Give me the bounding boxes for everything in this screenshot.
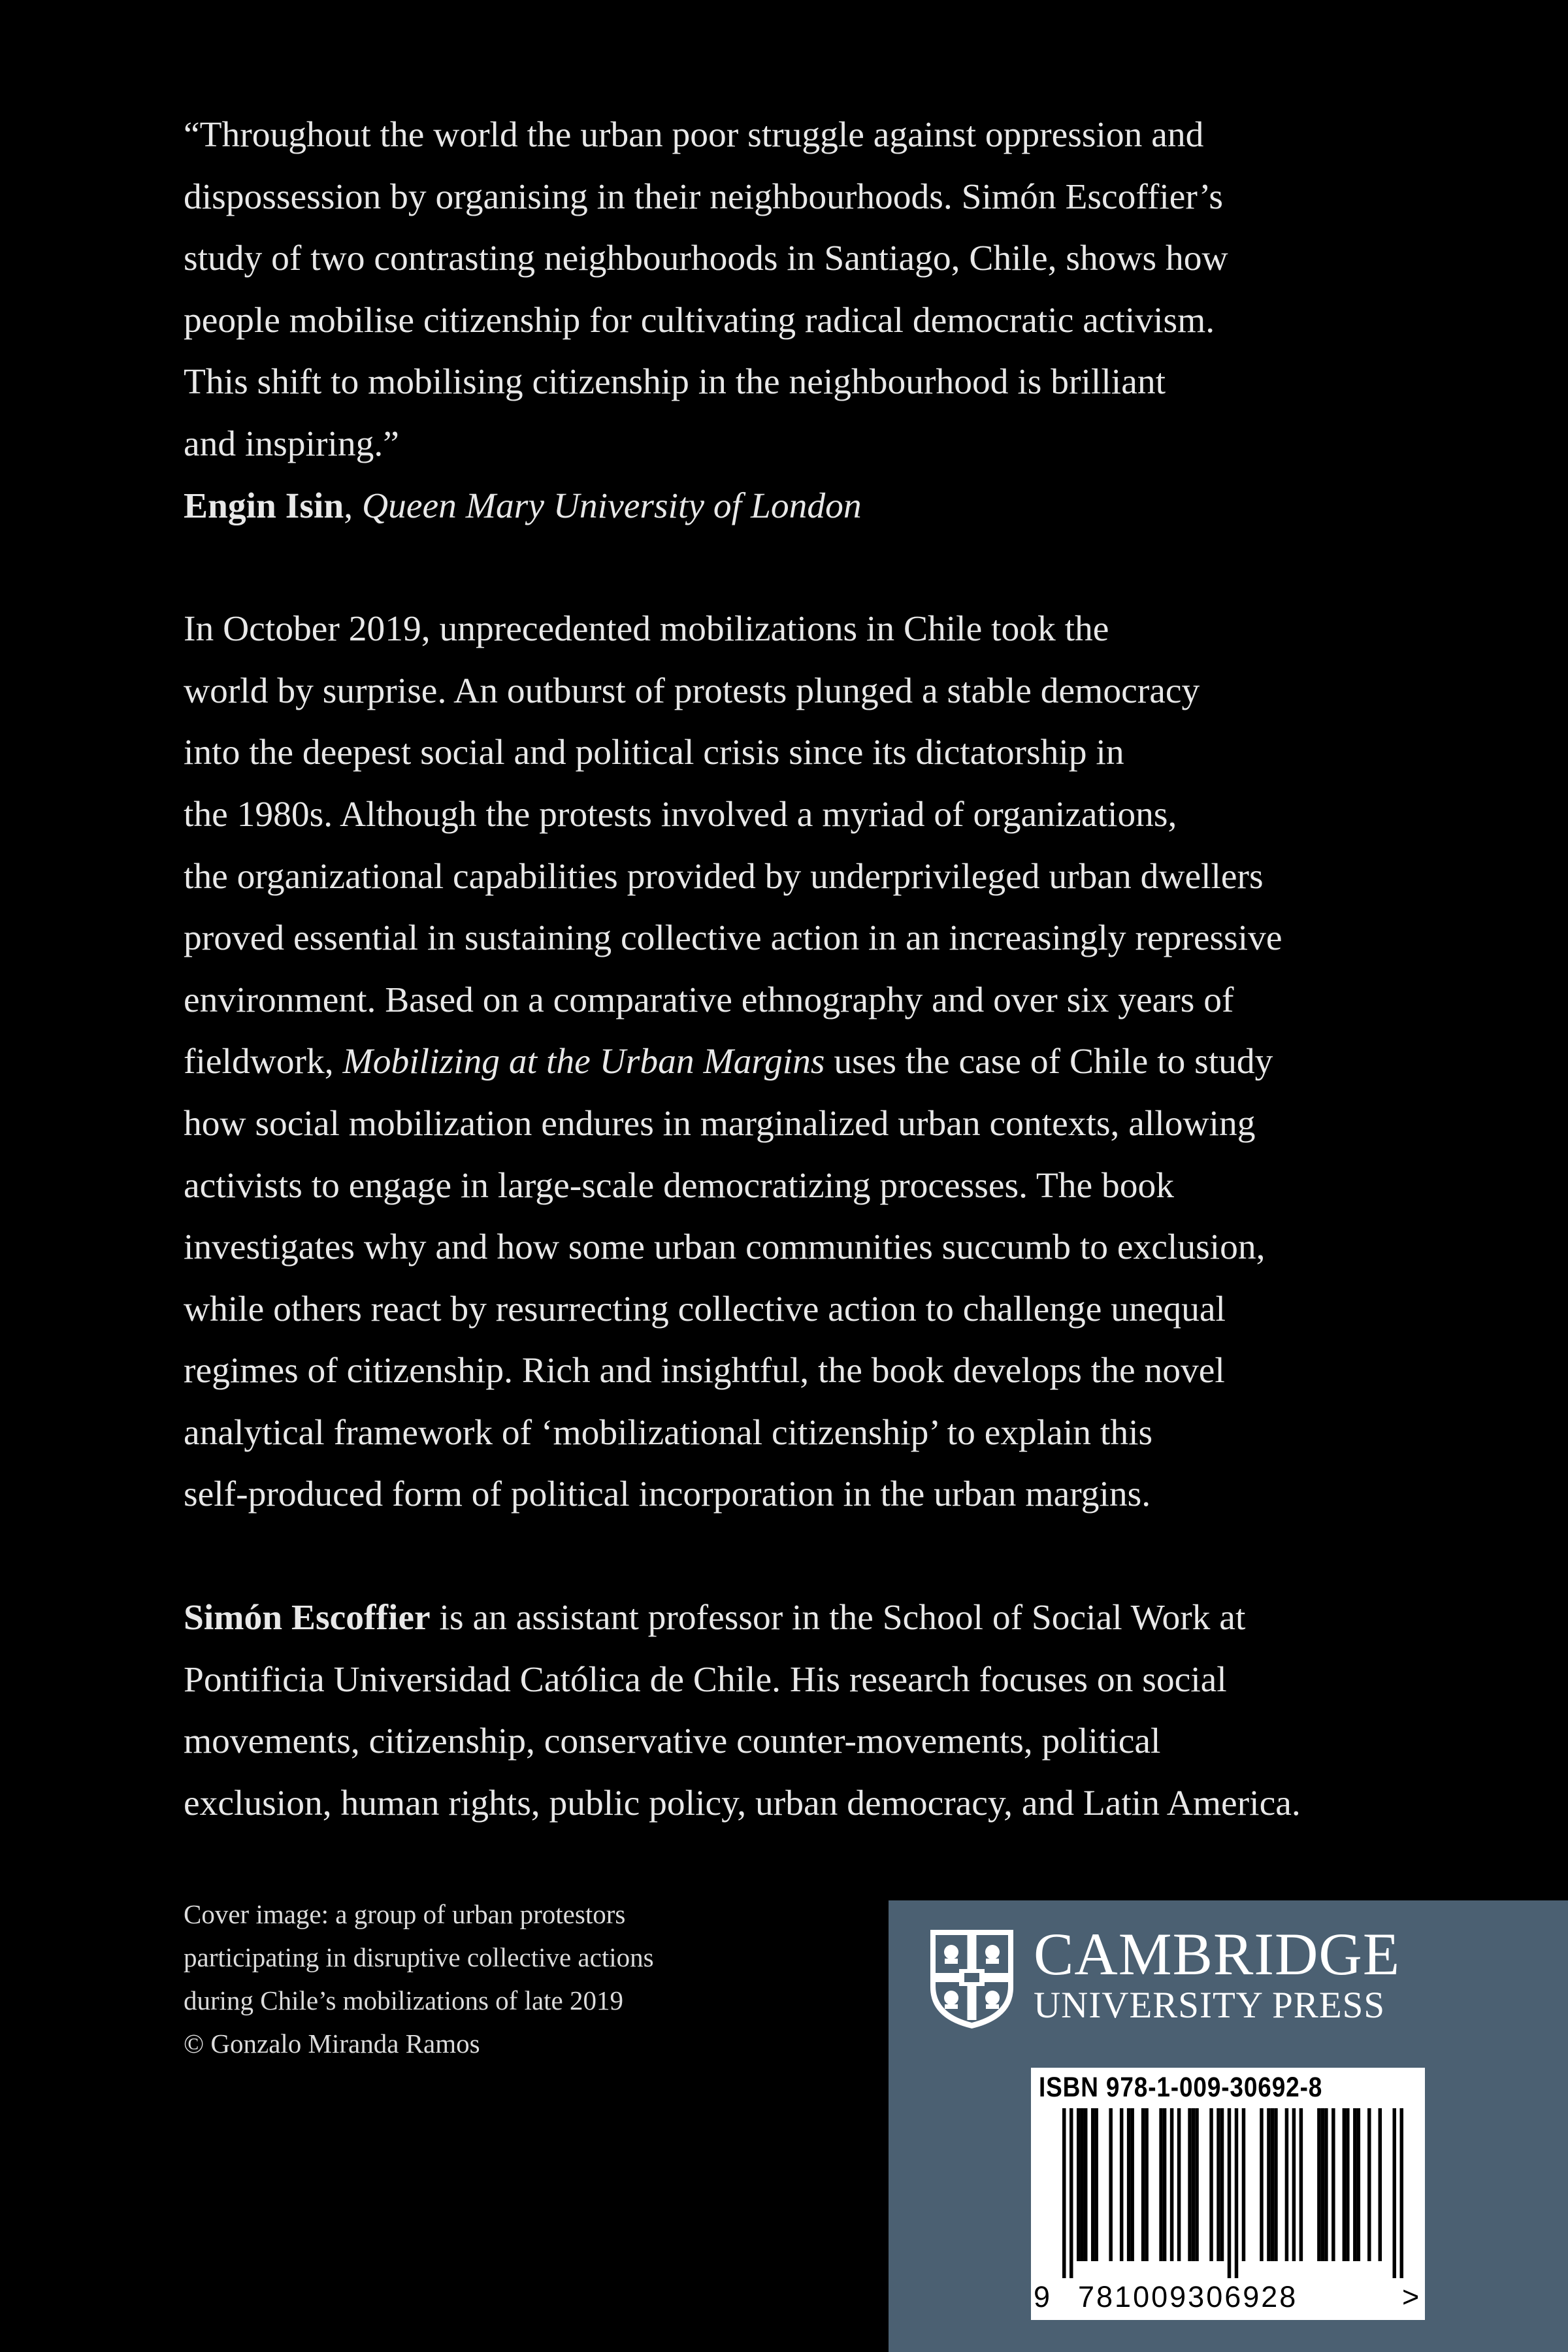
barcode-bar	[1091, 2108, 1094, 2261]
barcode-bar	[1127, 2108, 1130, 2261]
attribution-separator: ,	[344, 486, 363, 526]
barcode-bar	[1324, 2108, 1328, 2261]
barcode-guard-bar	[1400, 2108, 1403, 2278]
barcode-bar	[1217, 2108, 1220, 2261]
description-line: into the deepest social and political crisis since its dictatorship in	[184, 733, 1124, 773]
barcode-bar	[1343, 2108, 1346, 2261]
barcode-bar	[1209, 2108, 1213, 2261]
description-line: the 1980s. Although the protests involved a myriad of organizations,	[184, 794, 1177, 835]
bio-line: movements, citizenship, conservative counter-movements, political	[184, 1721, 1161, 1762]
description-line: world by surprise. An outburst of protests plunged a stable democracy	[184, 671, 1200, 711]
description-line: proved essential in sustaining collective action in an increasingly repressive	[184, 918, 1282, 959]
quote-line: and inspiring.”	[184, 423, 399, 464]
bio-line	[184, 1587, 1405, 1649]
barcode-bar	[1299, 2108, 1303, 2261]
barcode-guard-bar	[1062, 2108, 1066, 2278]
barcode-bar	[1379, 2108, 1382, 2261]
description-line: activists to engage in large-scale democratizing processes. The book	[184, 1165, 1174, 1206]
barcode-bar	[1192, 2108, 1195, 2261]
barcode-bar	[1080, 2108, 1083, 2261]
barcode-bar	[1109, 2108, 1112, 2261]
credit-line: during Chile’s mobilizations of late 2019	[184, 1985, 623, 2015]
barcode-bar	[1159, 2108, 1162, 2261]
barcode-bar	[1145, 2108, 1148, 2261]
barcode-bar	[1274, 2108, 1277, 2261]
credit-line: © Gonzalo Miranda Ramos	[184, 2029, 480, 2059]
barcode-bar	[1346, 2108, 1349, 2261]
barcode-lead-digit: 9	[1034, 2280, 1051, 2313]
barcode-bar	[1170, 2108, 1173, 2261]
description-line: how social mobilization endures in marginalized urban contexts, allowing	[184, 1103, 1256, 1144]
barcode-bars	[1062, 2108, 1403, 2278]
description-line: In October 2019, unprecedented mobilizations in Chile took the	[184, 609, 1109, 650]
barcode-bar	[1141, 2108, 1145, 2261]
barcode-bar	[1331, 2108, 1335, 2261]
quote-line: This shift to mobilising citizenship in the neighbourhood is brilliant	[184, 362, 1166, 403]
description-line	[184, 1031, 1405, 1093]
book-title: Mobilizing at the Urban Margins	[342, 1042, 825, 1082]
endorsement-quote	[184, 105, 1405, 537]
barcode-bar	[1163, 2108, 1166, 2261]
barcode-guard-bar	[1228, 2108, 1231, 2278]
barcode-guard-bar	[1393, 2108, 1396, 2278]
publisher-name: CAMBRIDGE	[1034, 1921, 1401, 1987]
quote-line: dispossession by organising in their neighbourhoods. Simón Escoffier’s	[184, 176, 1223, 217]
bio-text: is an assistant professor in the School of Social Work at	[430, 1598, 1246, 1638]
author-name: Simón Escoffier	[184, 1598, 431, 1638]
description-line: self-produced form of political incorporation in the urban margins.	[184, 1474, 1151, 1515]
barcode-bar	[1195, 2108, 1198, 2261]
barcode-bar	[1220, 2108, 1224, 2261]
description-line: regimes of citizenship. Rich and insightful, the book develops the novel	[184, 1351, 1225, 1391]
barcode-bar	[1177, 2108, 1181, 2261]
barcode-bar	[1084, 2108, 1087, 2261]
description-text: fieldwork,	[184, 1042, 343, 1082]
cambridge-shield-icon	[928, 1927, 1016, 2030]
publisher-panel	[889, 1900, 1568, 2352]
bio-line: Pontificia Universidad Católica de Chile. His research focuses on social	[184, 1659, 1227, 1700]
publisher-subname: UNIVERSITY PRESS	[1034, 1985, 1386, 2026]
barcode-bar	[1260, 2108, 1263, 2261]
barcode-bar	[1367, 2108, 1371, 2261]
barcode-bar	[1292, 2108, 1296, 2261]
description-line: environment. Based on a comparative ethnography and over six years of	[184, 980, 1234, 1020]
credit-line: participating in disruptive collective actions	[184, 1942, 654, 1972]
isbn-label: ISBN 978-1-009-30692-8	[1039, 2072, 1323, 2103]
barcode-bar	[1357, 2108, 1360, 2261]
quote-line: study of two contrasting neighbourhoods in Santiago, Chile, shows how	[184, 239, 1228, 279]
description-line: analytical framework of ‘mobilizational citizenship’ to explain this	[184, 1412, 1153, 1453]
barcode-digits	[1031, 2276, 1425, 2319]
barcode-bar	[1242, 2108, 1245, 2261]
book-description	[184, 599, 1405, 1526]
bio-line: exclusion, human rights, public policy, urban democracy, and Latin America.	[184, 1783, 1301, 1823]
description-line: the organizational capabilities provided by underprivileged urban dwellers	[184, 856, 1264, 897]
quote-attribution	[184, 476, 1405, 538]
description-line: investigates why and how some urban communities succumb to exclusion,	[184, 1227, 1266, 1268]
barcode-bar	[1267, 2108, 1270, 2261]
cover-image-credit	[184, 1893, 654, 2065]
barcode-bar	[1321, 2108, 1324, 2261]
author-bio	[184, 1587, 1405, 1834]
barcode-bar	[1285, 2108, 1288, 2261]
back-cover-text	[184, 105, 1405, 1834]
barcode-bar	[1271, 2108, 1274, 2261]
barcode-bar	[1120, 2108, 1123, 2261]
barcode-bar	[1094, 2108, 1098, 2261]
description-text: uses the case of Chile to study	[825, 1042, 1273, 1082]
description-line: while others react by resurrecting collective action to challenge unequal	[184, 1289, 1226, 1329]
quote-line: people mobilise citizenship for cultivating radical democratic activism.	[184, 300, 1215, 340]
barcode-bar	[1130, 2108, 1134, 2261]
barcode-guard-bar	[1235, 2108, 1238, 2278]
credit-line: Cover image: a group of urban protestors	[184, 1899, 626, 1929]
isbn-barcode	[1031, 2068, 1425, 2320]
quote-line: “Throughout the world the urban poor struggle against oppression and	[184, 115, 1204, 155]
barcode-end-mark: >	[1402, 2280, 1420, 2313]
barcode-main-digits: 781009306928	[1078, 2280, 1298, 2313]
barcode-bar	[1317, 2108, 1320, 2261]
barcode-bar	[1188, 2108, 1191, 2261]
quote-author: Engin Isin	[184, 486, 344, 526]
quote-affiliation: Queen Mary University of London	[362, 486, 862, 526]
barcode-guard-bar	[1070, 2108, 1073, 2278]
barcode-bar	[1077, 2108, 1080, 2261]
barcode-bar	[1353, 2108, 1356, 2261]
